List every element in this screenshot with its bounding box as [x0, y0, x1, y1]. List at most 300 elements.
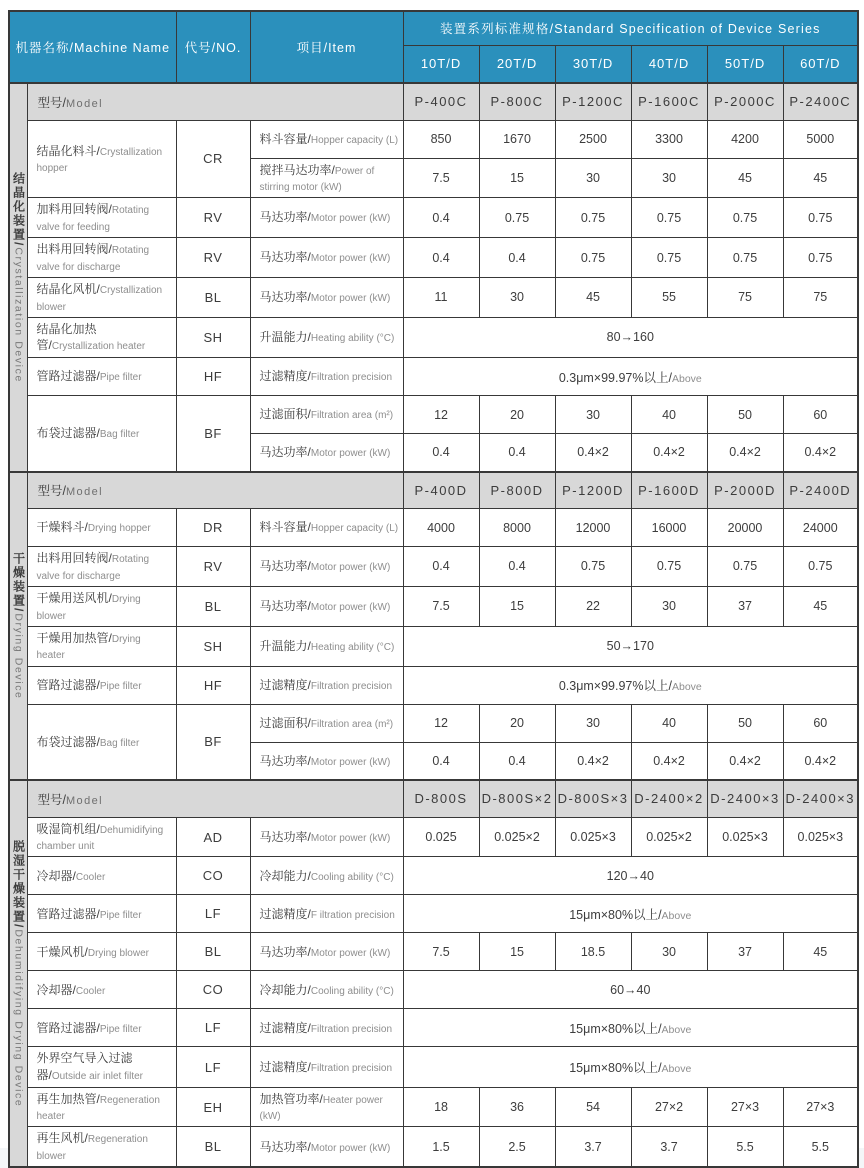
model-value-cell: P-800C [479, 83, 555, 120]
value-cell: 3.7 [631, 1127, 707, 1167]
machine-name-en: Rotating valve for discharge [36, 554, 150, 582]
merged-value-cell [403, 971, 858, 1009]
machine-name-cn: 结晶化料斗/ [36, 143, 100, 158]
machine-name-cn: 冷却器/ [36, 982, 76, 997]
value-cell: 7.5 [403, 586, 479, 626]
item-label-en: Motor power (kW) [310, 448, 391, 460]
machine-name-en: Pipe filter [99, 909, 142, 921]
model-value-cell: P-1200D [555, 472, 631, 509]
item-cell [250, 742, 403, 780]
spec-row [9, 509, 858, 547]
value-cell: 55 [631, 278, 707, 318]
model-value-cell: P-2000C [707, 83, 783, 120]
value-cell: 0.75 [555, 547, 631, 587]
section-band-label-cn: 结晶化装置/ [11, 171, 26, 248]
value-cell: 18.5 [555, 933, 631, 971]
code-cell: CR [176, 120, 250, 198]
item-label-en: F iltration precision [310, 909, 395, 921]
section-band-label-en: Drying Device [12, 613, 25, 700]
value-cell: 0.75 [631, 198, 707, 238]
model-label-cn: 型号/ [37, 95, 66, 110]
item-label-en: Heater power (kW) [259, 1094, 383, 1123]
value-cell: 0.75 [783, 238, 858, 278]
code-cell: RV [176, 547, 250, 587]
model-label [27, 472, 403, 509]
spec-row [9, 704, 858, 742]
item-cell [250, 895, 403, 933]
machine-name-cn: 外界空气导入过滤器/ [36, 1051, 133, 1083]
machine-name-cell [27, 1009, 176, 1047]
machine-name-cn: 冷却器/ [36, 868, 76, 883]
machine-name-en: Cooler [75, 985, 106, 997]
item-label-en: Hopper capacity (L) [310, 523, 399, 535]
value-cell: 45 [783, 158, 858, 198]
machine-name-cn: 出料用回转阀/ [36, 242, 112, 257]
item-cell [250, 396, 403, 434]
header-no: 代号/NO. [176, 11, 250, 83]
model-value-cell: P-2400C [783, 83, 858, 120]
machine-name-cn: 出料用回转阀/ [36, 551, 112, 566]
item-label-cn: 过滤精度/ [259, 369, 311, 384]
machine-name-en: Bag filter [99, 429, 140, 441]
value-cell: 18 [403, 1087, 479, 1127]
machine-name-cell [27, 278, 176, 318]
item-label-en: Motor power (kW) [310, 756, 391, 768]
spec-row [9, 238, 858, 278]
machine-name-cn: 结晶化风机/ [36, 282, 100, 297]
section-band [9, 83, 27, 472]
machine-name-cn: 干燥料斗/ [36, 520, 88, 535]
value-cell: 0.75 [783, 547, 858, 587]
spec-row [9, 933, 858, 971]
code-cell: BL [176, 1127, 250, 1167]
item-cell [250, 120, 403, 158]
machine-name-cell [27, 857, 176, 895]
merged-value-sub: Above [661, 1063, 692, 1076]
item-label-en: Filtration precision [310, 1062, 393, 1074]
value-cell: 850 [403, 120, 479, 158]
section-band-label [12, 172, 25, 383]
item-cell [250, 933, 403, 971]
value-cell: 3.7 [555, 1127, 631, 1167]
machine-name-cell [27, 895, 176, 933]
machine-name-en: Cooler [75, 871, 106, 883]
model-value-cell: D-800S×3 [555, 780, 631, 817]
code-cell: LF [176, 895, 250, 933]
merged-value-sub: Above [661, 909, 692, 922]
item-label-en: Hopper capacity (L) [310, 134, 399, 146]
machine-name-en: Crystallization blower [36, 285, 163, 313]
spec-row [9, 1127, 858, 1167]
item-cell [250, 434, 403, 472]
spec-row [9, 1087, 858, 1127]
item-cell [250, 626, 403, 666]
table-header [9, 11, 858, 83]
value-cell: 0.75 [555, 238, 631, 278]
value-cell: 5.5 [783, 1127, 858, 1167]
item-label-cn: 料斗容量/ [259, 131, 311, 146]
item-label-cn: 过滤精度/ [259, 1059, 311, 1074]
model-value-cell: P-2400D [783, 472, 858, 509]
header-capacity: 60T/D [783, 45, 858, 83]
model-value-cell: P-800D [479, 472, 555, 509]
machine-name-cell [27, 817, 176, 857]
machine-name-cn: 结晶化加热管/ [36, 321, 97, 353]
merged-value-sub: Above [661, 1023, 692, 1036]
item-cell [250, 666, 403, 704]
item-cell [250, 857, 403, 895]
merged-value-cell [403, 1009, 858, 1047]
machine-name-cn: 再生加热管/ [36, 1091, 100, 1106]
model-value-cell: D-2400×3 [707, 780, 783, 817]
merged-value-cell [403, 895, 858, 933]
model-value-cell: P-1200C [555, 83, 631, 120]
machine-name-cn: 干燥用加热管/ [36, 630, 112, 645]
value-cell: 0.025 [403, 817, 479, 857]
code-cell: HF [176, 666, 250, 704]
value-cell: 0.75 [707, 238, 783, 278]
machine-name-cell [27, 358, 176, 396]
value-cell: 0.025×3 [555, 817, 631, 857]
value-cell: 0.4 [479, 742, 555, 780]
machine-name-cell [27, 509, 176, 547]
model-label-en: Model [65, 97, 103, 110]
machine-name-cell [27, 1047, 176, 1087]
value-cell: 22 [555, 586, 631, 626]
value-cell: 8000 [479, 509, 555, 547]
value-cell: 37 [707, 586, 783, 626]
machine-name-en: Rotating valve for feeding [36, 205, 150, 233]
value-cell: 5000 [783, 120, 858, 158]
value-cell: 0.4×2 [555, 434, 631, 472]
value-cell: 3300 [631, 120, 707, 158]
machine-name-cn: 吸湿筒机组/ [36, 821, 100, 836]
machine-name-cell [27, 1087, 176, 1127]
item-cell [250, 358, 403, 396]
spec-row [9, 971, 858, 1009]
model-label-en: Model [65, 486, 103, 499]
value-cell: 40 [631, 396, 707, 434]
value-cell: 15 [479, 933, 555, 971]
code-cell: CO [176, 857, 250, 895]
machine-name-cn: 管路过滤器/ [36, 906, 100, 921]
value-cell: 50 [707, 704, 783, 742]
model-label-cn: 型号/ [37, 792, 66, 807]
header-machine-name: 机器名称/Machine Name [9, 11, 176, 83]
item-label-cn: 过滤面积/ [259, 715, 311, 730]
value-cell: 0.4×2 [707, 742, 783, 780]
value-cell: 5.5 [707, 1127, 783, 1167]
item-label-en: Motor power (kW) [310, 947, 391, 959]
value-cell: 15 [479, 586, 555, 626]
item-label-cn: 加热管功率/ [259, 1091, 323, 1106]
item-cell [250, 158, 403, 198]
spec-row [9, 358, 858, 396]
value-cell: 27×3 [707, 1087, 783, 1127]
item-label-cn: 冷却能力/ [259, 868, 311, 883]
code-cell: BF [176, 704, 250, 780]
value-cell: 45 [783, 586, 858, 626]
code-cell: CO [176, 971, 250, 1009]
value-cell: 45 [707, 158, 783, 198]
section-band-label [12, 552, 25, 700]
machine-name-en: Rotating valve for discharge [36, 245, 150, 273]
item-label-cn: 马达功率/ [259, 829, 311, 844]
machine-name-en: Dehumidifying chamber unit [36, 824, 164, 853]
code-cell: BL [176, 933, 250, 971]
machine-name-en: Pipe filter [99, 372, 142, 384]
value-cell: 30 [631, 933, 707, 971]
machine-name-en: Drying hopper [87, 523, 151, 535]
value-cell: 0.4 [479, 238, 555, 278]
machine-name-en: Outside air inlet filter [51, 1071, 143, 1083]
machine-name-cn: 布袋过滤器/ [36, 426, 100, 441]
item-label-cn: 马达功率/ [259, 210, 311, 225]
section-band [9, 472, 27, 781]
model-value-cell: P-2000D [707, 472, 783, 509]
machine-name-cell [27, 547, 176, 587]
model-value-cell: P-400C [403, 83, 479, 120]
merged-value-main: 0.3μm×99.97%以上/ [558, 370, 672, 385]
code-cell: LF [176, 1009, 250, 1047]
value-cell: 0.4×2 [707, 434, 783, 472]
value-cell: 60 [783, 396, 858, 434]
item-label-cn: 马达功率/ [259, 250, 311, 265]
machine-name-cell [27, 238, 176, 278]
machine-name-cn: 干燥用送风机/ [36, 590, 112, 605]
item-label-cn: 过滤面积/ [259, 407, 311, 422]
spec-row [9, 547, 858, 587]
device-specification-table [8, 10, 859, 1168]
item-cell [250, 317, 403, 357]
value-cell: 0.4 [403, 238, 479, 278]
value-cell: 0.75 [707, 198, 783, 238]
value-cell: 11 [403, 278, 479, 318]
item-label-cn: 马达功率/ [259, 944, 311, 959]
value-cell: 0.4×2 [783, 742, 858, 780]
item-cell [250, 1009, 403, 1047]
machine-name-en: Crystallization heater [51, 341, 146, 353]
model-value-cell: P-1600D [631, 472, 707, 509]
item-label-en: Filtration area (m²) [310, 718, 394, 730]
value-cell: 0.4×2 [783, 434, 858, 472]
machine-name-cn: 加料用回转阀/ [36, 202, 112, 217]
code-cell: EH [176, 1087, 250, 1127]
merged-value-cell [403, 626, 858, 666]
value-cell: 7.5 [403, 158, 479, 198]
value-cell: 1670 [479, 120, 555, 158]
model-row [9, 780, 858, 817]
value-cell: 60 [783, 704, 858, 742]
model-label [27, 83, 403, 120]
item-label-en: Motor power (kW) [310, 602, 391, 614]
item-label-cn: 马达功率/ [259, 1139, 311, 1154]
value-cell: 16000 [631, 509, 707, 547]
item-label-en: Motor power (kW) [310, 832, 391, 844]
item-cell [250, 1047, 403, 1087]
code-cell: HF [176, 358, 250, 396]
spec-row [9, 857, 858, 895]
item-cell [250, 547, 403, 587]
item-label-en: Cooling ability (°C) [310, 985, 394, 997]
value-cell: 54 [555, 1087, 631, 1127]
item-label-en: Filtration precision [310, 1023, 393, 1035]
machine-name-cell [27, 396, 176, 472]
machine-name-cell [27, 626, 176, 666]
item-label-en: Motor power (kW) [310, 253, 391, 265]
code-cell: RV [176, 198, 250, 238]
spec-row [9, 586, 858, 626]
value-cell: 20 [479, 396, 555, 434]
machine-name-cell [27, 1127, 176, 1167]
machine-name-en: Pipe filter [99, 1023, 142, 1035]
spec-row [9, 198, 858, 238]
header-row-1 [9, 11, 858, 45]
machine-name-cn: 管路过滤器/ [36, 369, 100, 384]
merged-value-main: 15μm×80%以上/ [569, 1061, 662, 1076]
code-cell: BF [176, 396, 250, 472]
value-cell: 15 [479, 158, 555, 198]
item-cell [250, 1087, 403, 1127]
merged-value-main: 120→40 [606, 868, 654, 883]
spec-row [9, 1047, 858, 1087]
item-label-cn: 过滤精度/ [259, 677, 311, 692]
value-cell: 45 [783, 933, 858, 971]
model-row [9, 83, 858, 120]
value-cell: 45 [555, 278, 631, 318]
spec-row [9, 895, 858, 933]
section-band-label-cn: 干燥装置/ [11, 552, 26, 614]
code-cell: SH [176, 626, 250, 666]
code-cell: RV [176, 238, 250, 278]
merged-value-sub: Above [671, 681, 702, 694]
value-cell: 12 [403, 704, 479, 742]
merged-value-main: 15μm×80%以上/ [569, 1021, 662, 1036]
item-cell [250, 509, 403, 547]
value-cell: 27×2 [631, 1087, 707, 1127]
machine-name-cn: 管路过滤器/ [36, 677, 100, 692]
value-cell: 30 [631, 158, 707, 198]
section-band-label [12, 840, 25, 1107]
merged-value-main: 50→170 [606, 639, 654, 654]
machine-name-en: Drying heater [36, 633, 141, 662]
section-band-label-en: Dehumidifying Drying Device [12, 929, 25, 1108]
item-label-en: Power of stirring motor (kW) [259, 165, 375, 194]
value-cell: 0.75 [783, 198, 858, 238]
value-cell: 30 [555, 158, 631, 198]
value-cell: 20 [479, 704, 555, 742]
merged-value-main: 80→160 [606, 330, 654, 345]
merged-value-cell [403, 1047, 858, 1087]
model-label-cn: 型号/ [37, 484, 66, 499]
machine-name-en: Drying blower [36, 593, 141, 622]
merged-value-sub: Above [671, 372, 702, 385]
model-value-cell: D-2400×3 [783, 780, 858, 817]
item-label-cn: 升温能力/ [259, 638, 311, 653]
value-cell: 0.4×2 [631, 434, 707, 472]
item-label-en: Motor power (kW) [310, 213, 391, 225]
item-cell [250, 278, 403, 318]
spec-row [9, 278, 858, 318]
machine-name-en: Regeneration blower [36, 1134, 148, 1163]
machine-name-cell [27, 120, 176, 198]
value-cell: 0.4 [403, 434, 479, 472]
machine-name-en: Regeneration heater [36, 1094, 160, 1123]
header-capacity: 30T/D [555, 45, 631, 83]
value-cell: 12000 [555, 509, 631, 547]
header-series-title: 装置系列标准规格/Standard Specification of Device Series [403, 11, 858, 45]
machine-name-cn: 干燥风机/ [36, 944, 88, 959]
item-label-en: Motor power (kW) [310, 1142, 391, 1154]
item-label-en: Motor power (kW) [310, 562, 391, 574]
value-cell: 1.5 [403, 1127, 479, 1167]
value-cell: 40 [631, 704, 707, 742]
value-cell: 75 [783, 278, 858, 318]
machine-name-cell [27, 317, 176, 357]
value-cell: 0.4 [479, 547, 555, 587]
item-label-cn: 过滤精度/ [259, 906, 311, 921]
value-cell: 30 [555, 396, 631, 434]
value-cell: 75 [707, 278, 783, 318]
code-cell: SH [176, 317, 250, 357]
spec-row [9, 626, 858, 666]
value-cell: 2.5 [479, 1127, 555, 1167]
value-cell: 27×3 [783, 1087, 858, 1127]
value-cell: 50 [707, 396, 783, 434]
item-label-en: Cooling ability (°C) [310, 871, 394, 883]
value-cell: 0.4 [479, 434, 555, 472]
value-cell: 0.4 [403, 742, 479, 780]
value-cell: 4000 [403, 509, 479, 547]
code-cell: BL [176, 278, 250, 318]
machine-name-cell [27, 971, 176, 1009]
machine-name-cell [27, 704, 176, 780]
item-label-cn: 马达功率/ [259, 753, 311, 768]
code-cell: DR [176, 509, 250, 547]
item-label-cn: 冷却能力/ [259, 982, 311, 997]
value-cell: 30 [555, 704, 631, 742]
spec-row [9, 666, 858, 704]
machine-name-cell [27, 666, 176, 704]
value-cell: 24000 [783, 509, 858, 547]
item-label-en: Motor power (kW) [310, 293, 391, 305]
spec-row [9, 396, 858, 434]
value-cell: 0.4×2 [631, 742, 707, 780]
value-cell: 30 [631, 586, 707, 626]
value-cell: 0.025×2 [479, 817, 555, 857]
header-capacity: 10T/D [403, 45, 479, 83]
table-body [9, 83, 858, 1167]
merged-value-main: 15μm×80%以上/ [569, 907, 662, 922]
item-label-cn: 升温能力/ [259, 330, 311, 345]
item-label-en: Filtration area (m²) [310, 410, 394, 422]
value-cell: 0.75 [707, 547, 783, 587]
machine-name-cell [27, 933, 176, 971]
model-label-en: Model [65, 794, 103, 807]
code-cell: AD [176, 817, 250, 857]
item-label-cn: 马达功率/ [259, 559, 311, 574]
item-cell [250, 586, 403, 626]
section-band-label-cn: 脱湿干燥装置/ [11, 840, 26, 930]
item-cell [250, 198, 403, 238]
value-cell: 0.025×3 [783, 817, 858, 857]
item-label-cn: 马达功率/ [259, 599, 311, 614]
value-cell: 37 [707, 933, 783, 971]
merged-value-cell [403, 857, 858, 895]
model-label [27, 780, 403, 817]
spec-row [9, 817, 858, 857]
item-label-en: Filtration precision [310, 680, 393, 692]
